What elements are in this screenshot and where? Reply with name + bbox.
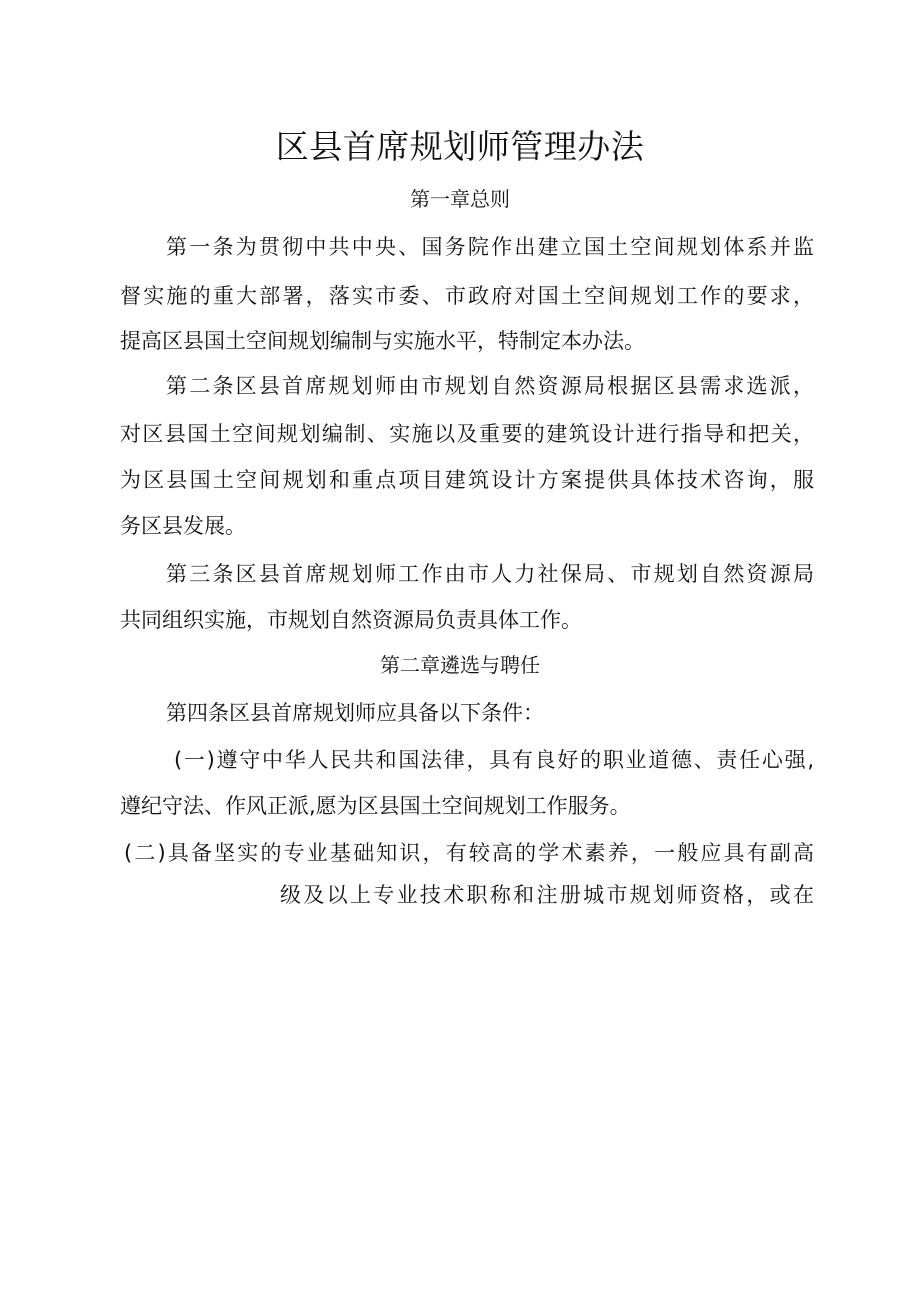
- paragraph-line: 督实施的重大部署，落实市委、市政府对国土空间规划工作的要求，: [120, 284, 814, 308]
- list-item-line: 级及以上专业技术职称和注册城市规划师资格，或在: [280, 883, 814, 907]
- paragraph-line: 第四条区县首席规划师应具备以下条件：: [166, 701, 544, 725]
- paragraph-line: 为区县国土空间规划和重点项目建筑设计方案提供具体技术咨询，服: [120, 468, 814, 492]
- paragraph-line: 第一条为贯彻中共中央、国务院作出建立国土空间规划体系并监: [166, 235, 814, 259]
- list-item-line: 遵纪守法、作风正派,愿为区县国土空间规划工作服务。: [120, 794, 631, 818]
- list-item-line: (二)具备坚实的专业基础知识，有较高的学术素养，一般应具有副高: [124, 841, 814, 865]
- paragraph-line: 务区县发展。: [120, 514, 246, 538]
- document-title: 区县首席规划师管理办法: [275, 127, 645, 166]
- chapter-heading: 第二章遴选与聘任: [380, 653, 540, 677]
- paragraph-line: 提高区县国土空间规划编制与实施水平，特制定本办法。: [120, 329, 645, 353]
- paragraph-line: 共同组织实施，市规划自然资源局负责具体工作。: [120, 608, 582, 632]
- chapter-heading: 第一章总则: [410, 187, 510, 211]
- paragraph-line: 对区县国土空间规划编制、实施以及重要的建筑设计进行指导和把关，: [120, 422, 814, 446]
- paragraph-line: 第二条区县首席规划师由市规划自然资源局根据区县需求选派，: [166, 374, 814, 398]
- paragraph-line: 第三条区县首席规划师工作由市人力社保局、市规划自然资源局: [166, 562, 814, 586]
- list-item-line: (一)遵守中华人民共和国法律，具有良好的职业道德、责任心强,: [174, 748, 814, 772]
